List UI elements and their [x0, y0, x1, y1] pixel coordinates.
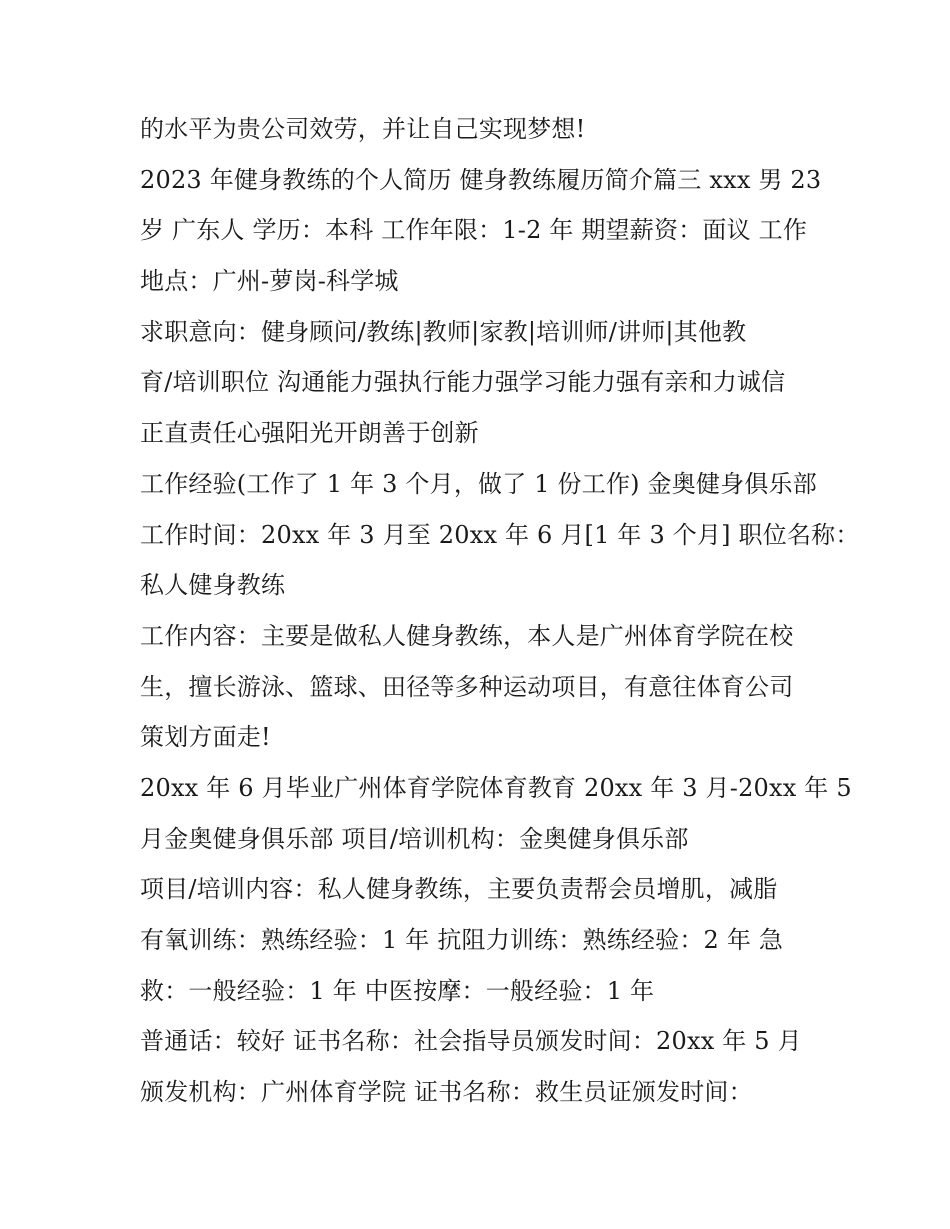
text-line: 求职意向：健身顾问/教练|教师|家教|培训师/讲师|其他教 [140, 317, 747, 346]
text-line: 救：一般经验：1 年 中医按摩：一般经验：1 年 [140, 976, 655, 1005]
text-line: 工作时间：20xx 年 3 月至 20xx 年 6 月[1 年 3 个月] 职位名称： [140, 520, 860, 549]
text-line: 正直责任心强阳光开朗善于创新 [140, 419, 479, 448]
text-line: 颁发机构：广州体育学院 证书名称：救生员证颁发时间： [140, 1078, 753, 1107]
text-line: 普通话：较好 证书名称：社会指导员颁发时间：20xx 年 5 月 [140, 1027, 802, 1056]
text-line: 地点：广州-萝岗-科学城 [140, 267, 399, 296]
text-line: 生，擅长游泳、篮球、田径等多种运动项目，有意往体育公司 [140, 672, 794, 701]
text-line: 工作经验(工作了 1 年 3 个月，做了 1 份工作) 金奥健身俱乐部 [140, 469, 817, 498]
text-line: 2023 年健身教练的个人简历 健身教练履历简介篇三 xxx 男 23 [140, 165, 822, 194]
text-line: 策划方面走! [140, 723, 271, 752]
text-line: 的水平为贵公司效劳，并让自己实现梦想! [140, 115, 586, 143]
text-line: 有氧训练：熟练经验：1 年 抗阻力训练：熟练经验：2 年 急 [140, 926, 784, 954]
text-line: 岁 广东人 学历：本科 工作年限：1-2 年 期望薪资：面议 工作 [140, 216, 808, 245]
text-line: 工作内容：主要是做私人健身教练，本人是广州体育学院在校 [140, 621, 794, 650]
text-line: 育/培训职位 沟通能力强执行能力强学习能力强有亲和力诚信 [140, 368, 786, 397]
text-line: 项目/培训内容：私人健身教练，主要负责帮会员增肌，减脂 [140, 875, 778, 904]
text-line: 私人健身教练 [140, 571, 286, 600]
text-line: 月金奥健身俱乐部 项目/培训机构：金奥健身俱乐部 [140, 824, 689, 853]
text-line: 20xx 年 6 月毕业广州体育学院体育教育 20xx 年 3 月-20xx 年 5 [140, 773, 852, 802]
document-body [140, 104, 860, 1118]
